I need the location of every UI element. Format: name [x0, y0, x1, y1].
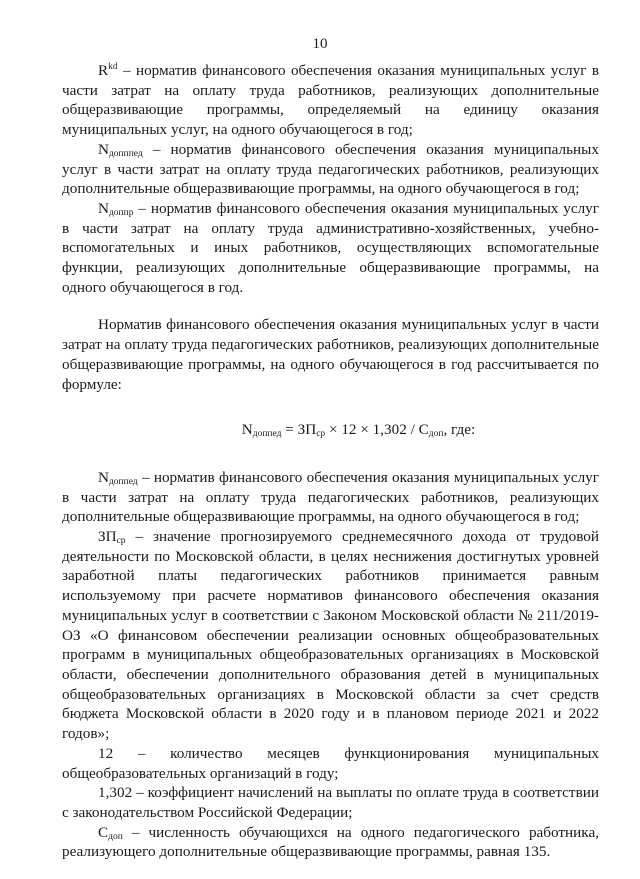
definition-symbol: ЗП	[98, 528, 117, 546]
definition-symbol: С	[98, 823, 109, 841]
definition-symbol: R	[98, 62, 109, 79]
formula-lhs-symbol: N	[241, 421, 253, 439]
definition-subscript: доп	[108, 831, 123, 842]
definition-months	[62, 744, 599, 783]
definition-symbol: N	[98, 468, 109, 486]
definition-text: – норматив финансового обеспечения оказания муниципальных услуг в части затрат на оплату труда работников, реализующих дополнительные общеразвивающие программы, определяемый на единицу оказания муниципальных услуг, на одного обучающегося в год;	[62, 62, 599, 139]
definition-n-dopped	[62, 140, 599, 199]
definition-subscript: ср	[116, 536, 126, 547]
definition-symbol: N	[98, 199, 109, 217]
definition-n-doppr	[62, 199, 599, 298]
definition-superscript: kd	[108, 62, 118, 72]
formula-middle: × 12 × 1,302 / С	[325, 421, 429, 439]
intro-paragraph: Норматив финансового обеспечения оказания муниципальных услуг в части затрат на оплату труда педагогических работников, реализующих дополнительные общеразвивающие программы, на одного обучающегося в год рассчитывается по формуле:	[62, 316, 599, 393]
definition-text: – норматив финансового обеспечения оказания муниципальных услуг в части затрат на оплату труда педагогических работников, реализующих дополнительные общеразвивающие программы, на одного обучающегося в год;	[62, 468, 599, 526]
definition-symbol: 1,302	[98, 784, 133, 802]
definition-text: – значение прогнозируемого среднемесячного дохода от трудовой деятельности по Московской области, в целях неснижения достигнутых уровней заработной платы педагогических работников принимается равным используемому при расчете нормативов финансового обеспечения оказания муниципальных услуг в соответствии с Законом Московской области № 211/2019-ОЗ «О финансовом обеспечении реализации основных общеобразовательных программ в муниципальных общеобразовательных организациях в Московской области, обеспечении дополнительного образования детей в муниципальных общеобразовательных организациях в Московской области за счет средств бюджета Московской области в 2020 году и в плановом периоде 2021 и 2022 годов»;	[62, 528, 599, 743]
document-body	[62, 61, 599, 862]
formula	[118, 420, 599, 440]
formula-lhs-subscript: доппед	[252, 429, 282, 440]
formula-eq-zp: = ЗП	[281, 421, 317, 439]
definition-text: – норматив финансового обеспечения оказания муниципальных услуг в части затрат на оплату труда педагогических работников, реализующих дополнительные общеразвивающие программы, на одного обучающегося в год;	[62, 140, 599, 198]
formula-zp-subscript: ср	[316, 429, 326, 440]
definition-symbol: 12	[98, 744, 114, 762]
definition-text: – численность обучающихся на одного педагогического работника, реализующего дополнительные общеразвивающие программы, равная 135.	[62, 823, 599, 861]
definition-rkd	[62, 61, 599, 140]
definition-text: – норматив финансового обеспечения оказания муниципальных услуг в части затрат на оплату труда административно-хозяйственных, учебно-вспомогательных и иных работников, осуществляющих вспомогательные функции, реализующих дополнительные общеразвивающие программы, на одного обучающегося в год.	[62, 199, 599, 296]
definition-c-dop	[62, 823, 599, 862]
page-number: 10	[312, 36, 328, 52]
paragraph-spacer	[62, 297, 599, 315]
definition-subscript: допппед	[108, 148, 143, 159]
definition-coefficient	[62, 783, 599, 822]
definition-n-dopped-2	[62, 468, 599, 527]
definition-subscript: доппед	[108, 476, 138, 487]
formula-tail: , где:	[443, 421, 476, 439]
formula-c-subscript: доп	[428, 429, 444, 440]
definition-symbol: N	[98, 140, 109, 158]
definition-text: – коэффициент начислений на выплаты по оплате труда в соответствии с законодательством Российской Федерации;	[62, 784, 599, 821]
definition-text: – количество месяцев функционирования муниципальных общеобразовательных организаций в году;	[62, 744, 599, 782]
definition-zp-sr	[62, 527, 599, 744]
definition-subscript: доппр	[108, 207, 134, 218]
